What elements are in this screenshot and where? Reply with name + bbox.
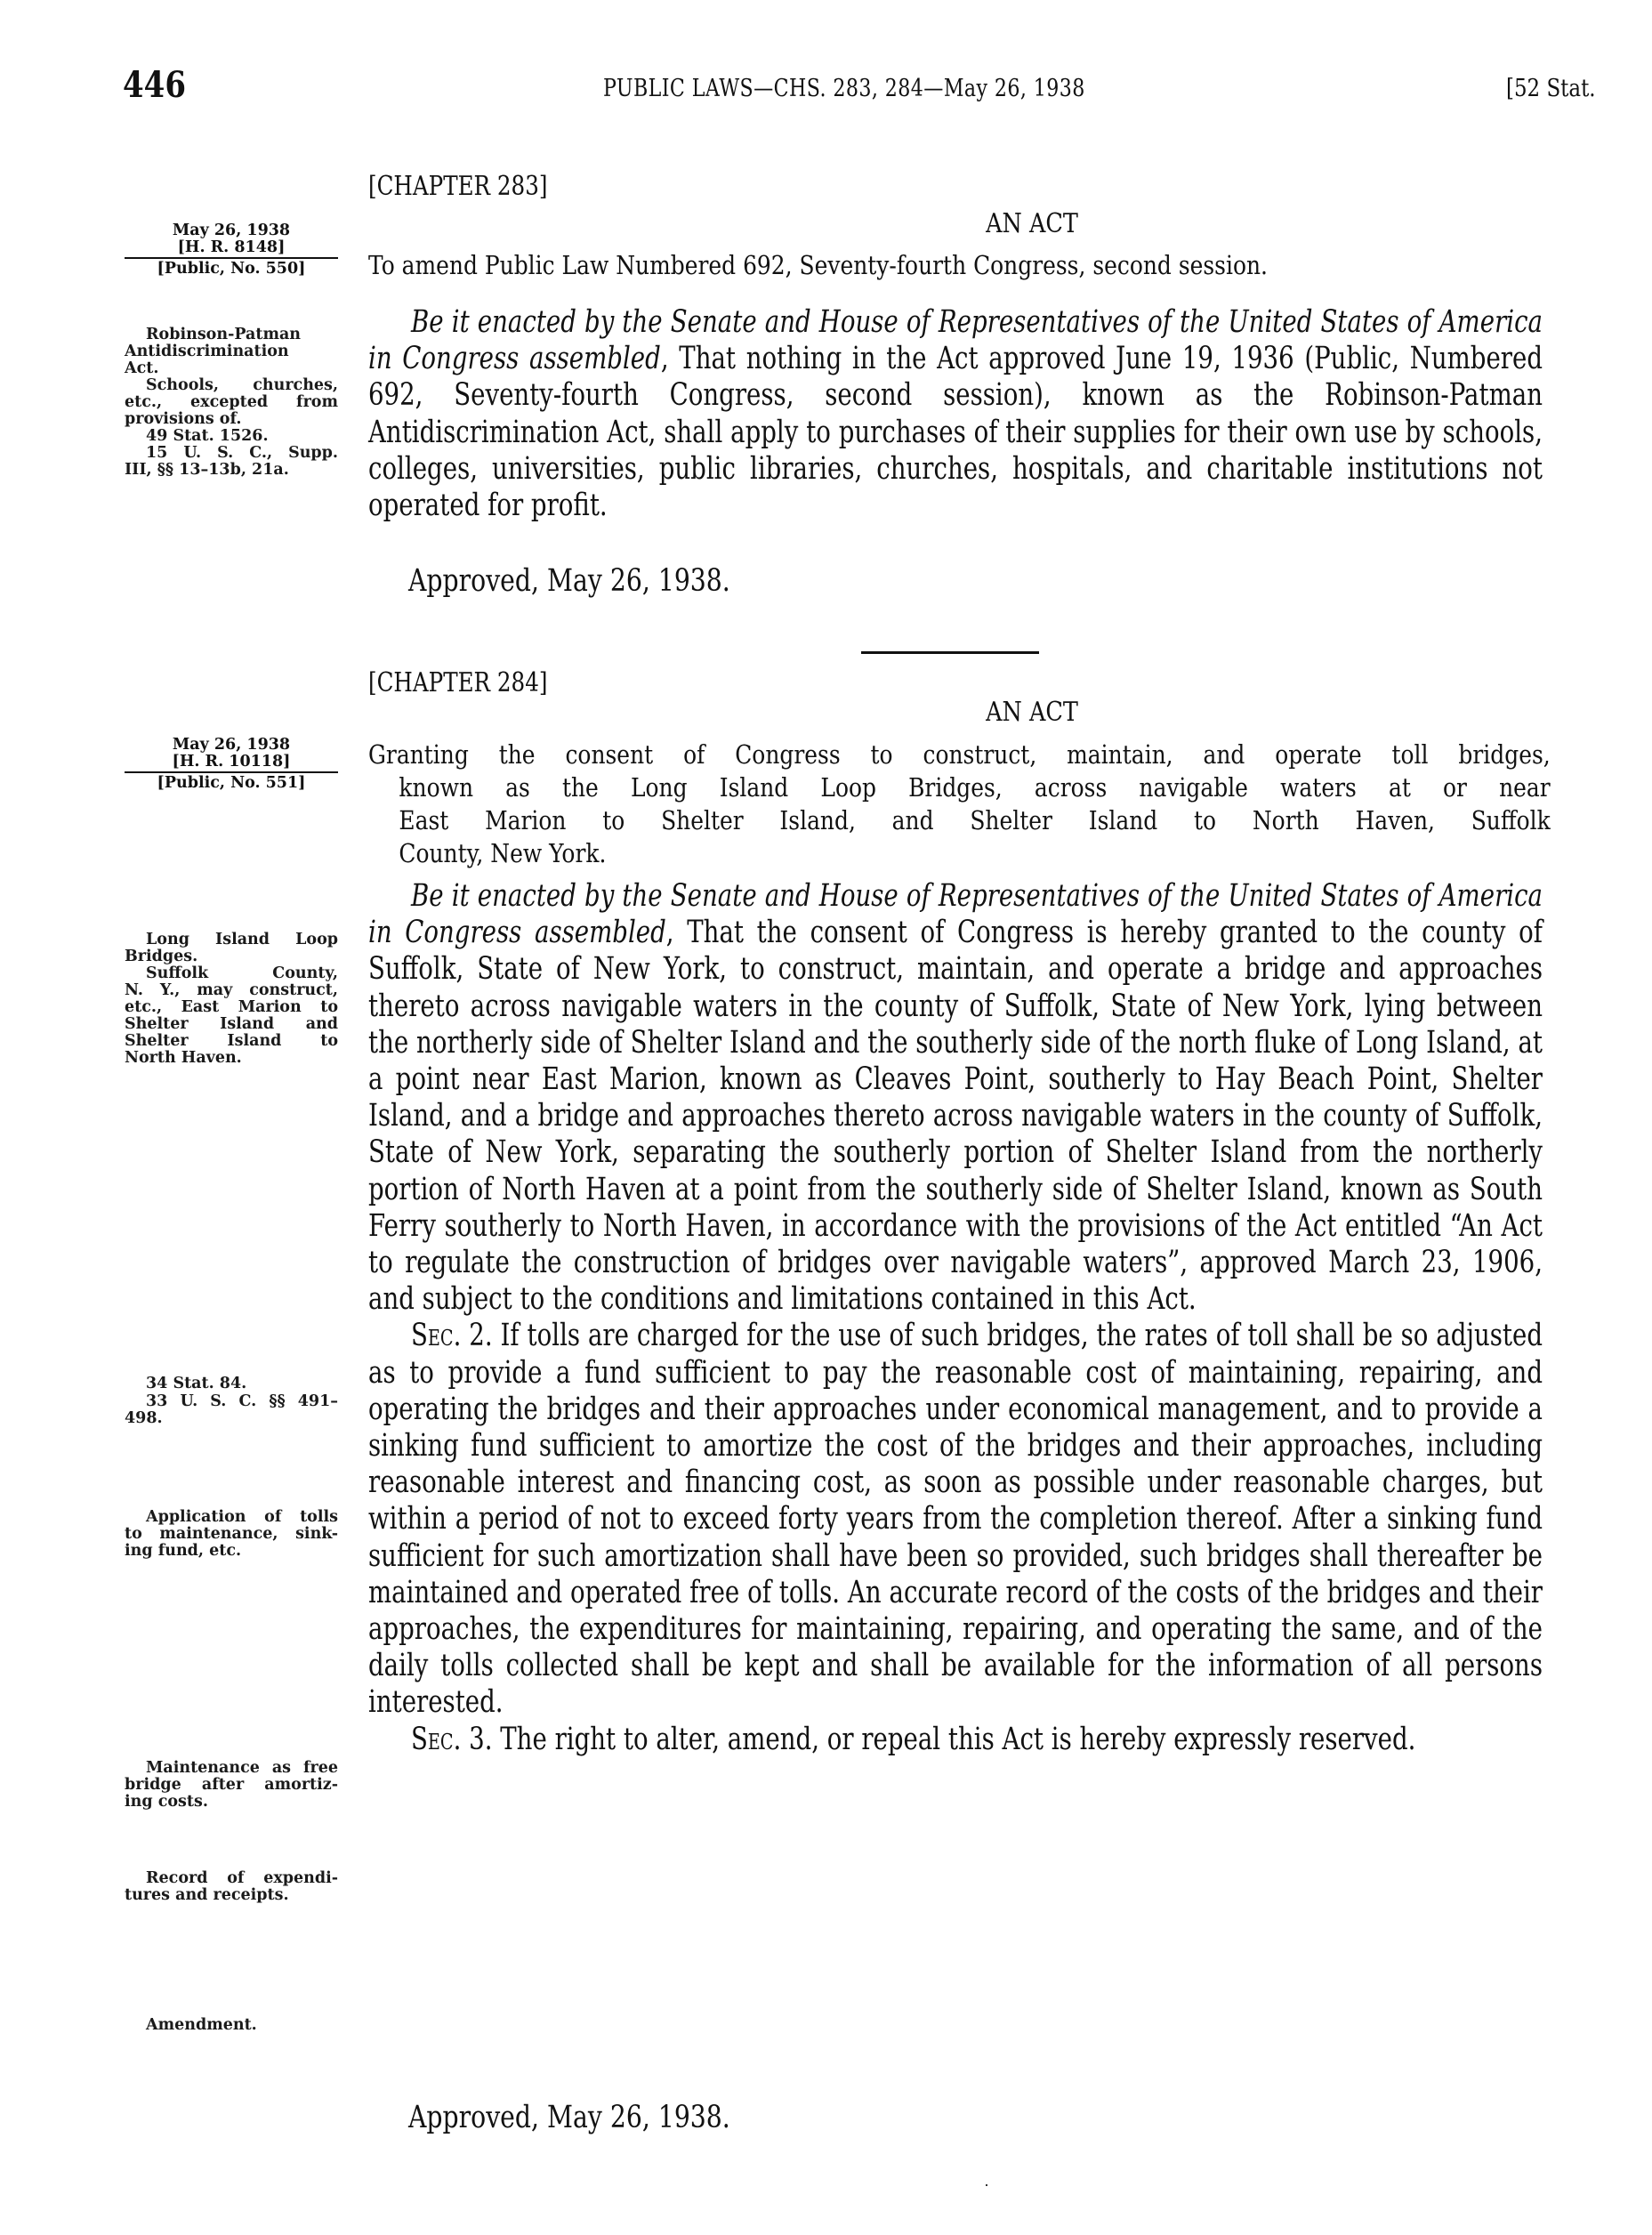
- margin-note-long-island-loop: Long Island Loop Bridges.: [125, 931, 338, 965]
- chapter-283-bill-box: [125, 222, 338, 278]
- section-3-text: The right to alter, amend, or repeal this Act is hereby expressly reserved.: [492, 1721, 1416, 1757]
- bill-date: May 26, 1938: [172, 736, 291, 754]
- margin-note-robinson-patman: Robinson-Patman Antidiscrimination Act.: [125, 326, 302, 377]
- section-2-text: If tolls are charged for the use of such bridges, the rates of toll shall be so adjusted as to provide a fund sufficient to pay the reasonable cost of maintaining, repairing, and operating the bridges and their approaches under economical management, and to provide a sinking fund sufficient to amortize the cost of the bridges and their approaches, including reasonable interest and financing cost, as soon as possible under reasonable charges, but within a period of not to exceed forty years from the completion thereof. After a sinking fund sufficient for such amortization shall have been so provided, such bridges shall thereafter be maintained and operated free of tolls. An accurate record of the costs of the bridges and their approaches, the expenditures for maintaining, repairing, and operating the same, and of the daily tolls collected shall be kept and shall be available for the information of all persons interested.: [368, 1318, 1543, 1721]
- chapter-284-bill-box: [125, 737, 338, 792]
- chapter-284-label: [CHAPTER 284]: [368, 667, 548, 698]
- chapter-284-act-heading: AN ACT: [986, 697, 1078, 728]
- section-1-text: , That the consent of Congress is hereby granted to the county of Suffolk, State of New York, to construct, maintain, and operate a bridge and approaches thereto across navigable waters in the county of Suffolk, State of New York, lying between the northerly side of Shelter Island and the southerly side of the north fluke of Long Island, at a point near East Marion, known as Cleaves Point, southerly to Hay Beach Point, Shelter Island, and a bridge and approaches thereto across navigable waters in the county of Suffolk, State of New York, separating the southerly portion of Shelter Island from the northerly portion of North Haven at a point from the southerly side of Shelter Island, known as South Ferry southerly to North Haven, in accordance with the provisions of the Act entitled “An Act to regulate the construction of bridges over navigable waters”, approved March 23, 1906, and subject to the conditions and limitations contained in this Act.: [368, 915, 1543, 1318]
- chapter-283-act-heading: AN ACT: [986, 208, 1078, 239]
- section-3-label: Sec. 3.: [411, 1721, 493, 1757]
- print-speck: [986, 2184, 987, 2186]
- margin-note-amendment: Amendment.: [146, 2016, 257, 2034]
- bill-number: [H. R. 8148]: [177, 238, 286, 256]
- chapter-283-title: To amend Public Law Numbered 692, Seventy-fourth Congress, second session.: [368, 250, 1268, 280]
- bill-divider: [125, 257, 338, 259]
- public-number: [Public, No. 550]: [157, 260, 306, 278]
- page-number: 446: [123, 64, 186, 106]
- margin-note-schools-excepted: Schools, churches, etc., excepted from provisions of.: [125, 376, 338, 428]
- enacting-clause: Be it enacted by the Senate and House of Representatives of the United States of America in Congress assembled: [368, 304, 1543, 377]
- bill-divider: [125, 771, 338, 773]
- margin-note-record-of-expenditures: Record of expendi- tures and receipts.: [125, 1869, 338, 1904]
- chapter-284-title: Granting the consent of Congress to construct, maintain, and operate toll bridges, known as the Long Island Loop Bridges, across navigable waters at or near East Marion to Shelter Island, and Shelter Island to North Haven, Suffolk County, New York.: [368, 739, 1551, 868]
- margin-note-suffolk-county: Suffolk County, N. Y., may construct, etc., East Marion to Shelter Island and Shelter Island to North Haven.: [125, 964, 338, 1067]
- chapter-separator: [861, 651, 1039, 654]
- bill-date: May 26, 1938: [172, 222, 291, 239]
- running-head: PUBLIC LAWS—CHS. 283, 284—May 26, 1938: [603, 75, 1085, 102]
- margin-note-15-usc: 15 U. S. C., Supp. III, §§ 13–13b, 21a.: [125, 444, 338, 479]
- margin-note-49-stat: 49 Stat. 1526.: [146, 427, 269, 445]
- margin-note-application-of-tolls: Application of tolls to maintenance, sink- ing fund, etc.: [125, 1508, 338, 1560]
- margin-note-maintenance-free-bridge: Maintenance as free bridge after amortiz- ing costs.: [125, 1759, 338, 1811]
- bill-number: [H. R. 10118]: [172, 753, 291, 771]
- section-2: [368, 1318, 1543, 1721]
- section-3: [368, 1722, 1543, 1758]
- chapter-283-text: , That nothing in the Act approved June 19, 1936 (Public, Numbered 692, Seventy-fourth Congress, second session), known as the Robinson-Patman Antidiscrimination Act, shall apply to purchases of their supplies for their own use by schools, colleges, universities, public libraries, churches, hospitals, and charitable institutions not operated for profit.: [368, 341, 1543, 524]
- public-number: [Public, No. 551]: [157, 774, 306, 792]
- chapter-283-approved: Approved, May 26, 1938.: [408, 563, 730, 599]
- chapter-283-body: [368, 304, 1543, 524]
- margin-note-34-stat: 34 Stat. 84.: [146, 1375, 247, 1392]
- chapter-284-approved: Approved, May 26, 1938.: [408, 2100, 730, 2135]
- section-2-label: Sec. 2.: [411, 1318, 493, 1354]
- enacting-clause: Be it enacted by the Senate and House of Representatives of the United States of America in Congress assembled: [368, 878, 1543, 951]
- section-1: [368, 878, 1543, 1318]
- margin-note-33-usc: 33 U. S. C. §§ 491– 498.: [125, 1392, 338, 1427]
- chapter-284-body: [368, 878, 1543, 1758]
- chapter-283-label: [CHAPTER 283]: [368, 171, 548, 202]
- volume-reference: [52 Stat.: [1506, 75, 1596, 102]
